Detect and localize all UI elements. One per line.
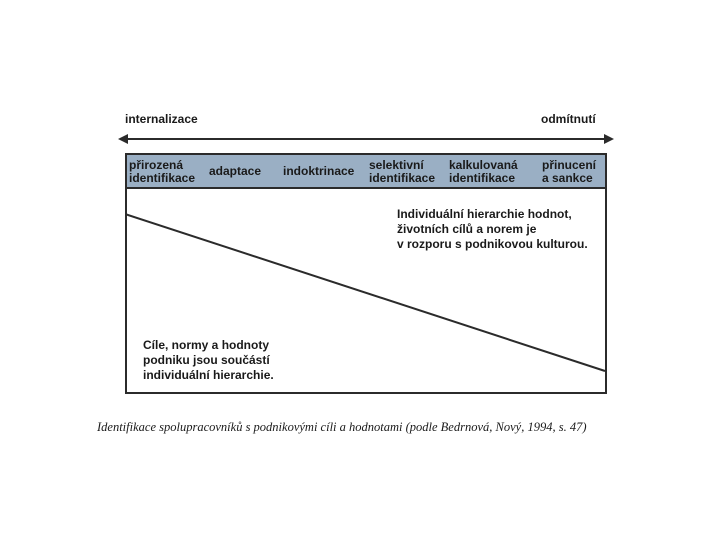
category-band [125, 153, 607, 189]
axis-label-left: internalizace [125, 112, 198, 126]
category-indoktrinace: indoktrinace [283, 164, 355, 178]
figure-caption: Identifikace spolupracovníků s podnikovými cíli a hodnotami (podle Bedrnová, Nový, 1994, s. 47) [97, 420, 587, 434]
axis-label-right: odmítnutí [541, 112, 596, 126]
note-rejection: Individuální hierarchie hodnot, životních cílů a norem je v rozporu s podnikovou kulturou. [397, 207, 588, 251]
double-arrow-icon [118, 130, 614, 148]
category-prirozena-identifikace: přirozená identifikace [129, 158, 196, 185]
category-kalkulovana-identifikace: kalkulovaná identifikace [449, 158, 518, 185]
category-adaptace: adaptace [209, 164, 262, 178]
note-internalization: Cíle, normy a hodnoty podniku jsou součástí individuální hierarchie. [143, 338, 274, 382]
category-prinuceni-a-sankce: přinucení a sankce [542, 158, 597, 185]
category-selektivni-identifikace: selektivní identifikace [369, 158, 436, 185]
